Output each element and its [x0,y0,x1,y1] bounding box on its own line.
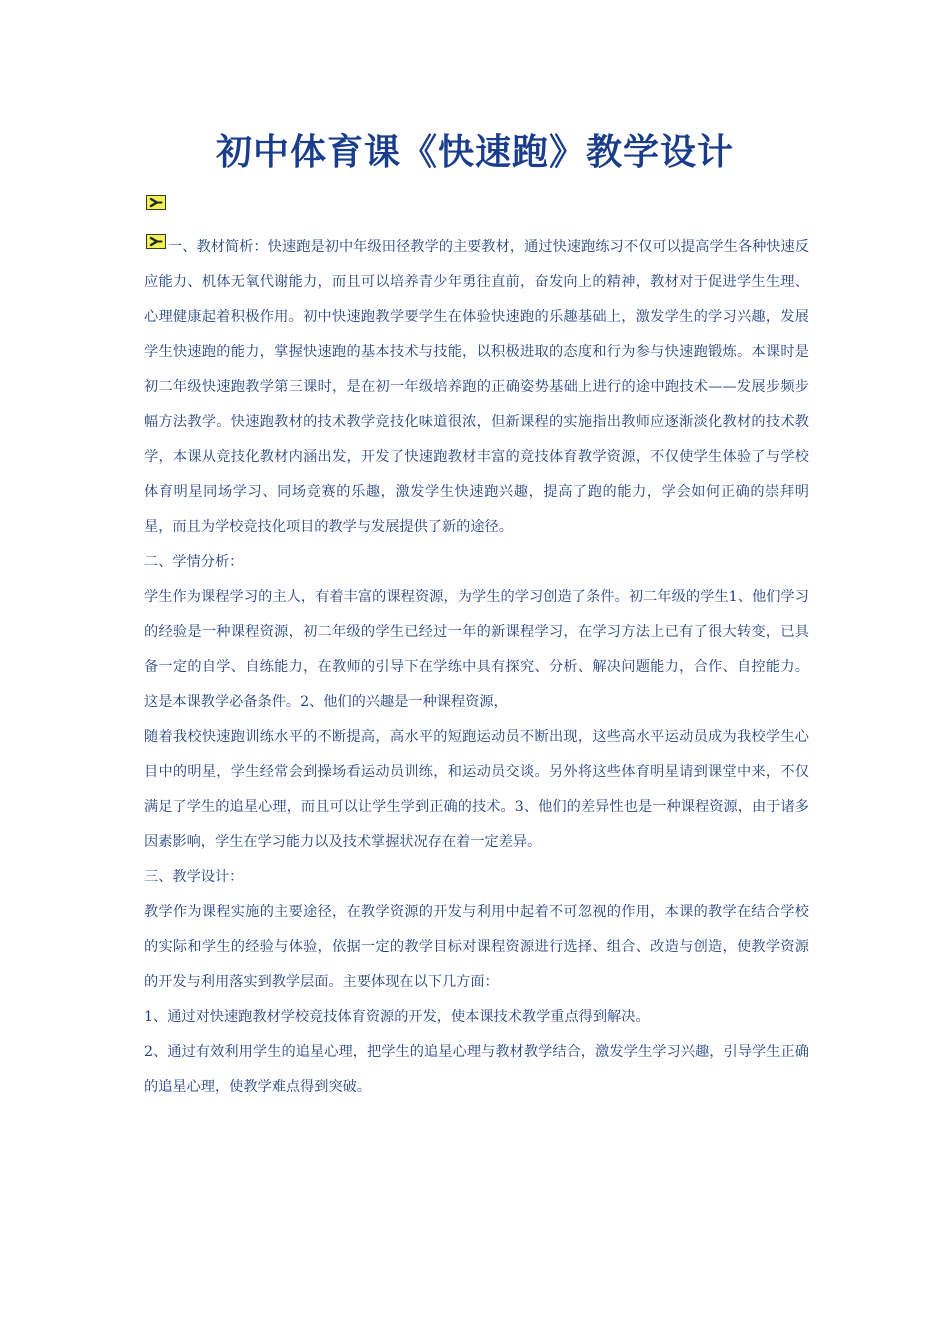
paragraph-text: 一、教材简析：快速跑是初中年级田径教学的主要教材，通过快速跑练习不仅可以提高学生各种快速反应能力、机体无氧代谢能力，而且可以培养青少年勇往直前，奋发向上的精神，教材对于促进学生生理、心理健康起着积极作用。初中快速跑教学要学生在体验快速跑的乐趣基础上，激发学生的学习兴趣，发展学生快速跑的能力，掌握快速跑的基本技术与技能，以积极进取的态度和行为参与快速跑锻炼。本课时是初二年级快速跑教学第三课时，是在初一年级培养跑的正确姿势基础上进行的途中跑技术——发展步频步幅方法教学。快速跑教材的技术教学竞技化味道很浓，但新课程的实施指出教师应逐渐淡化教材的技术教学，本课从竞技化教材内涵出发，开发了快速跑教材丰富的竞技体育教学资源，不仅使学生体验了与学校体育明星同场学习、同场竞赛的乐趣，激发学生快速跑兴趣，提高了跑的能力，学会如何正确的崇拜明星，而且为学校竞技化项目的教学与发展提供了新的途径。 [144,239,809,535]
document-body [144,230,809,1105]
list-item-1: 1、通过对快速跑教材学校竞技体育资源的开发，使本课技术教学重点得到解决。 [144,1009,650,1025]
arrow-icon [146,195,166,210]
paragraph-student-interest: 随着我校快速跑训练水平的不断提高，高水平的短跑运动员不断出现，这些高水平运动员成为我校学生心目中的明星，学生经常会到操场看运动员训练，和运动员交谈。另外将这些体育明星请到课堂中来，不仅满足了学生的追星心理，而且可以让学生学到正确的技术。3、他们的差异性也是一种课程资源，由于诸多因素影响，学生在学习能力以及技术掌握状况存在着一定差异。 [144,729,809,850]
document-title: 初中体育课《快速跑》教学设计 [215,131,734,173]
heading-student-analysis: 二、学情分析： [144,554,244,570]
list-item-2: 2、通过有效利用学生的追星心理，把学生的追星心理与教材教学结合，激发学生学习兴趣，引导学生正确的追星心理，使教学难点得到突破。 [144,1044,809,1095]
paragraph-material-analysis [144,230,809,545]
paragraph-student-analysis: 学生作为课程学习的主人，有着丰富的课程资源，为学生的学习创造了条件。初二年级的学生1、他们学习的经验是一种课程资源，初二年级的学生已经过一年的新课程学习，在学习方法上已有了很大转变，已具备一定的自学、自练能力，在教师的引导下在学练中具有探究、分析、解决问题能力，合作、自控能力。这是本课教学必备条件。2、他们的兴趣是一种课程资源， [144,589,809,710]
heading-teaching-design: 三、教学设计： [144,869,244,885]
paragraph-teaching-design: 教学作为课程实施的主要途径，在教学资源的开发与利用中起着不可忽视的作用，本课的教学在结合学校的实际和学生的经验与体验，依据一定的教学目标对课程资源进行选择、组合、改造与创造，使教学资源的开发与利用落实到教学层面。主要体现在以下几方面： [144,904,809,990]
